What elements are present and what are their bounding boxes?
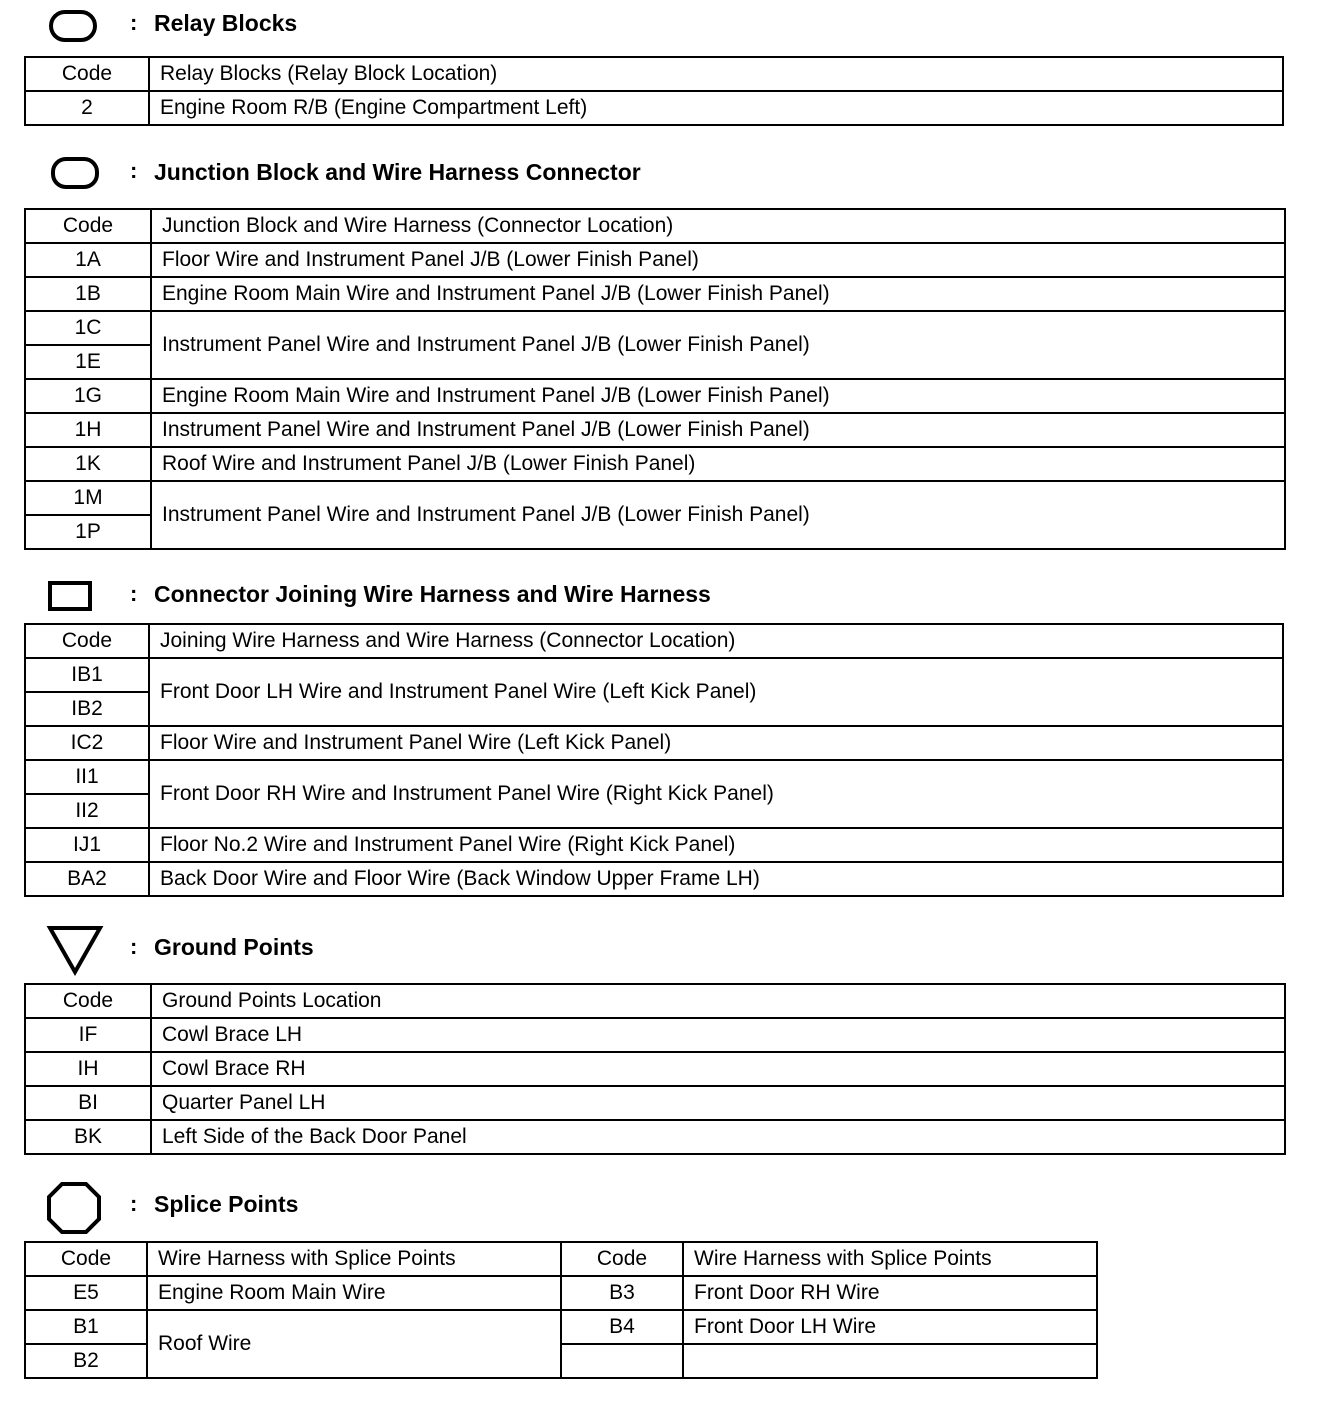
junction-block-title: Junction Block and Wire Harness Connector [154,159,641,185]
row-description: Engine Room R/B (Engine Compartment Left) [149,91,1283,125]
row-code: II2 [25,794,149,828]
row-code: IB2 [25,692,149,726]
header-code: Code [25,57,149,91]
header-code: Code [25,1242,147,1276]
header-description: Junction Block and Wire Harness (Connector Location) [151,209,1285,243]
table-header-row [25,1242,1097,1276]
row-description: Front Door RH Wire [683,1276,1097,1310]
row-description: Instrument Panel Wire and Instrument Panel J/B (Lower Finish Panel) [151,311,1285,379]
row-description: Floor Wire and Instrument Panel J/B (Lower Finish Panel) [151,243,1285,277]
row-description: Floor No.2 Wire and Instrument Panel Wire (Right Kick Panel) [149,828,1283,862]
row-description: Front Door LH Wire [683,1310,1097,1344]
row-code: IF [25,1018,151,1052]
header-description: Relay Blocks (Relay Block Location) [149,57,1283,91]
relay-blocks-title: Relay Blocks [154,10,298,36]
splice-point-symbol-icon [44,1180,104,1236]
header-description: Wire Harness with Splice Points [147,1242,561,1276]
header-code: Code [25,624,149,658]
row-code: IB1 [25,658,149,692]
row-code: IJ1 [25,828,149,862]
table-row [25,1086,1285,1120]
row-description: Floor Wire and Instrument Panel Wire (Left Kick Panel) [149,726,1283,760]
table-row [25,760,1283,794]
row-description: Instrument Panel Wire and Instrument Panel J/B (Lower Finish Panel) [151,413,1285,447]
connector-table [24,623,1284,897]
table-row [25,1052,1285,1086]
row-description [683,1344,1097,1378]
table-row [25,481,1285,515]
row-code: 1K [25,447,151,481]
row-code: 1E [25,345,151,379]
relay-blocks-table [24,56,1284,126]
splice-colon: : [130,1191,138,1216]
table-row [25,658,1283,692]
row-code [561,1344,683,1378]
table-row [25,1276,1097,1310]
ground-colon: : [130,934,138,959]
header-code: Code [25,209,151,243]
ground-point-symbol-icon [46,924,104,976]
row-code: IH [25,1052,151,1086]
table-header-row [25,209,1285,243]
splice-points-table [24,1241,1098,1379]
row-code: 1A [25,243,151,277]
table-row [25,413,1285,447]
row-code: IC2 [25,726,149,760]
row-code: 1B [25,277,151,311]
connector-colon: : [130,581,138,606]
table-row [25,277,1285,311]
ground-points-table [24,983,1286,1155]
row-code: 1P [25,515,151,549]
table-row [25,1310,1097,1344]
row-description: Roof Wire [147,1310,561,1378]
row-code: BA2 [25,862,149,896]
row-description: Front Door LH Wire and Instrument Panel Wire (Left Kick Panel) [149,658,1283,726]
table-row [25,1120,1285,1154]
relay-block-symbol-icon [48,8,98,44]
row-code: 1C [25,311,151,345]
row-code: 2 [25,91,149,125]
row-code: E5 [25,1276,147,1310]
row-code: B2 [25,1344,147,1378]
table-row [25,311,1285,345]
row-code: B4 [561,1310,683,1344]
table-header-row [25,624,1283,658]
table-row [25,243,1285,277]
junction-block-symbol-icon [50,155,100,191]
header-code: Code [561,1242,683,1276]
row-description: Engine Room Main Wire and Instrument Panel J/B (Lower Finish Panel) [151,277,1285,311]
row-description: Engine Room Main Wire and Instrument Panel J/B (Lower Finish Panel) [151,379,1285,413]
connector-symbol-icon [46,578,94,614]
row-description: Quarter Panel LH [151,1086,1285,1120]
row-code: B3 [561,1276,683,1310]
junction-colon: : [130,158,138,183]
row-code: II1 [25,760,149,794]
table-row [25,379,1285,413]
row-description: Instrument Panel Wire and Instrument Panel J/B (Lower Finish Panel) [151,481,1285,549]
row-code: BI [25,1086,151,1120]
row-description: Cowl Brace RH [151,1052,1285,1086]
table-row [25,726,1283,760]
table-row [25,828,1283,862]
ground-points-title: Ground Points [154,934,314,960]
row-code: 1G [25,379,151,413]
table-row [25,862,1283,896]
splice-points-title: Splice Points [154,1191,299,1217]
table-row [25,91,1283,125]
row-code: BK [25,1120,151,1154]
table-header-row [25,984,1285,1018]
row-description: Left Side of the Back Door Panel [151,1120,1285,1154]
relay-colon: : [130,10,138,35]
row-description: Roof Wire and Instrument Panel J/B (Lower Finish Panel) [151,447,1285,481]
table-row [25,1018,1285,1052]
row-code: 1H [25,413,151,447]
header-code: Code [25,984,151,1018]
row-code: B1 [25,1310,147,1344]
table-header-row [25,57,1283,91]
junction-block-table [24,208,1286,550]
row-description: Back Door Wire and Floor Wire (Back Window Upper Frame LH) [149,862,1283,896]
header-description: Wire Harness with Splice Points [683,1242,1097,1276]
row-description: Front Door RH Wire and Instrument Panel Wire (Right Kick Panel) [149,760,1283,828]
header-description: Joining Wire Harness and Wire Harness (Connector Location) [149,624,1283,658]
row-description: Engine Room Main Wire [147,1276,561,1310]
row-code: 1M [25,481,151,515]
table-row [25,447,1285,481]
header-description: Ground Points Location [151,984,1285,1018]
connector-title: Connector Joining Wire Harness and Wire Harness [154,581,711,607]
row-description: Cowl Brace LH [151,1018,1285,1052]
